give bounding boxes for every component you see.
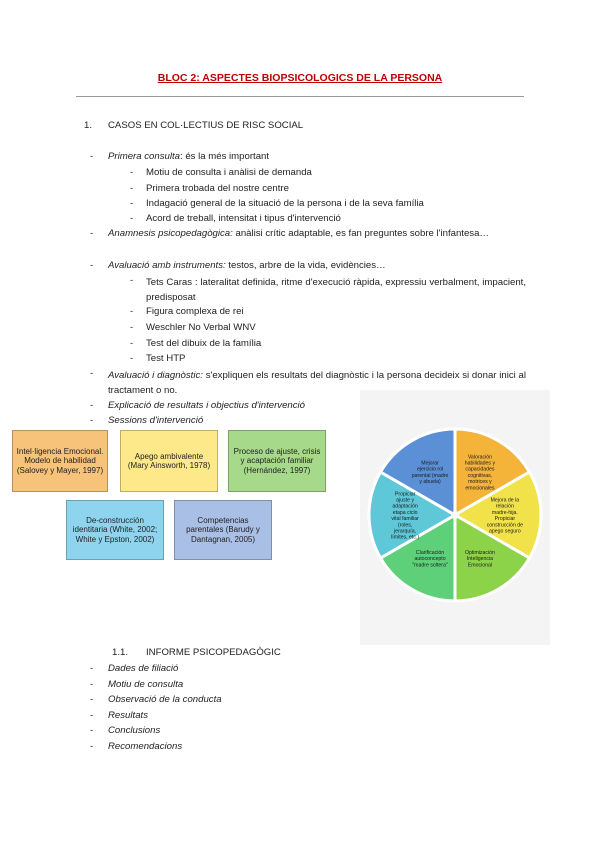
item-label: Avaluació amb instruments: bbox=[108, 260, 226, 271]
wheel-center bbox=[451, 511, 459, 519]
item-label: Anamnesis psicopedagògica: bbox=[108, 228, 233, 239]
dash-bullet: - bbox=[130, 306, 134, 317]
dash-bullet: - bbox=[90, 228, 94, 239]
sub-item: Tets Caras : lateralitat definida, ritme d'execució ràpida, expressiu verbalment, impacient, predisposat bbox=[146, 277, 526, 303]
item-label: Avaluació i diagnòstic: bbox=[108, 370, 203, 381]
dash-bullet: - bbox=[130, 198, 134, 209]
dash-bullet: - bbox=[130, 167, 134, 178]
wheel-segment-label: Mejora de la relación madre-hija. Propiciar construcción de apego seguro bbox=[486, 497, 524, 535]
report-item: Conclusions bbox=[108, 725, 161, 736]
wheel-segment-label: Mejorar ejercicio rol parental (madre y abuela) bbox=[411, 460, 449, 486]
wheel-segment-label: Valoración habilidades y capacidades cognitivas, motrices y emocionales bbox=[464, 454, 496, 492]
dash-bullet: - bbox=[130, 322, 134, 333]
dash-bullet: - bbox=[90, 368, 94, 379]
item-label: Primera consulta bbox=[108, 151, 180, 162]
wheel-segment-label: Optimización Inteligencia Emocional bbox=[464, 549, 495, 569]
wheel-segment-label: Propiciar ajuste y adaptación etapa ciclo vital familiar (roles, jerarquía, límites, etc.) bbox=[391, 491, 420, 541]
list-item-avaluacio bbox=[108, 260, 386, 272]
item-text: testos, arbre de la vida, evidències… bbox=[225, 260, 386, 271]
report-item: Resultats bbox=[108, 710, 148, 721]
section-heading: CASOS EN COL·LECTIUS DE RISC SOCIAL bbox=[108, 120, 304, 131]
list-item-sessions: Sessions d'intervenció bbox=[108, 415, 204, 426]
subsection-number: 1.1. bbox=[112, 647, 129, 658]
page-title: BLOC 2: ASPECTES BIOPSICOLOGICS DE LA PERSONA bbox=[157, 72, 443, 84]
report-item: Observació de la conducta bbox=[108, 694, 222, 705]
dash-bullet: - bbox=[90, 679, 94, 690]
dash-bullet: - bbox=[90, 151, 94, 162]
report-item: Recomendacions bbox=[108, 741, 183, 752]
sub-item: Weschler No Verbal WNV bbox=[146, 322, 256, 333]
concept-box-family-adjustment: Proceso de ajuste, crisis y acaptación familiar (Hernández, 1997) bbox=[228, 430, 326, 492]
dash-bullet: - bbox=[130, 353, 134, 364]
sub-item: Figura complexa de rei bbox=[146, 306, 244, 317]
dash-bullet: - bbox=[90, 725, 94, 736]
sub-item: Test HTP bbox=[146, 353, 186, 364]
dash-bullet: - bbox=[130, 338, 134, 349]
concept-box-parental-competences: Competencias parentales (Barudy y Dantagnan, 2005) bbox=[174, 500, 272, 560]
dash-bullet: - bbox=[90, 710, 94, 721]
intervention-wheel-diagram bbox=[360, 390, 550, 645]
dash-bullet: - bbox=[90, 741, 94, 752]
sub-item: Motiu de consulta i anàlisi de demanda bbox=[146, 167, 312, 178]
item-text: s'expliquen els resultats del diagnòstic i la persona decideix si donar inici al tractament o no. bbox=[108, 370, 526, 396]
dash-bullet: - bbox=[90, 694, 94, 705]
dash-bullet: - bbox=[90, 663, 94, 674]
wheel-svg bbox=[360, 390, 550, 645]
sub-item: Acord de treball, intensitat i tipus d'intervenció bbox=[146, 213, 341, 224]
dash-bullet: - bbox=[90, 400, 94, 411]
list-item-explicacio: Explicació de resultats i objectius d'intervenció bbox=[108, 400, 306, 411]
dash-bullet: - bbox=[90, 260, 94, 271]
title-divider bbox=[76, 96, 524, 97]
item-text: : és la més important bbox=[179, 151, 270, 162]
sub-item: Indagació general de la situació de la persona i de la seva família bbox=[146, 198, 424, 209]
concept-box-deconstruction: De-construcción identitaria (White, 2002; White y Epston, 2002) bbox=[66, 500, 164, 560]
section-number: 1. bbox=[84, 120, 93, 131]
dash-bullet: - bbox=[130, 275, 134, 286]
list-item-primera bbox=[108, 151, 269, 163]
dash-bullet: - bbox=[90, 415, 94, 426]
dash-bullet: - bbox=[130, 213, 134, 224]
sub-item: Primera trobada del nostre centre bbox=[146, 183, 289, 194]
subsection-heading: INFORME PSICOPEDAGÒGIC bbox=[146, 647, 281, 658]
sub-item: Test del dibuix de la família bbox=[146, 338, 262, 349]
wheel-segment-label: Clarificación autoconcepto "madre soltera" bbox=[412, 549, 448, 569]
list-item-anamnesis bbox=[108, 228, 524, 240]
concept-box-emotional-intelligence: Intel·ligencia Emocional. Modelo de habilidad (Salovey y Mayer, 1997) bbox=[12, 430, 108, 492]
report-item: Motiu de consulta bbox=[108, 679, 184, 690]
report-item: Dades de filiació bbox=[108, 663, 179, 674]
item-text: anàlisi crític adaptable, es fan preguntes sobre l'infantesa… bbox=[232, 228, 490, 239]
concept-box-attachment: Apego ambivalente (Mary Ainsworth, 1978) bbox=[120, 430, 218, 492]
dash-bullet: - bbox=[130, 183, 134, 194]
